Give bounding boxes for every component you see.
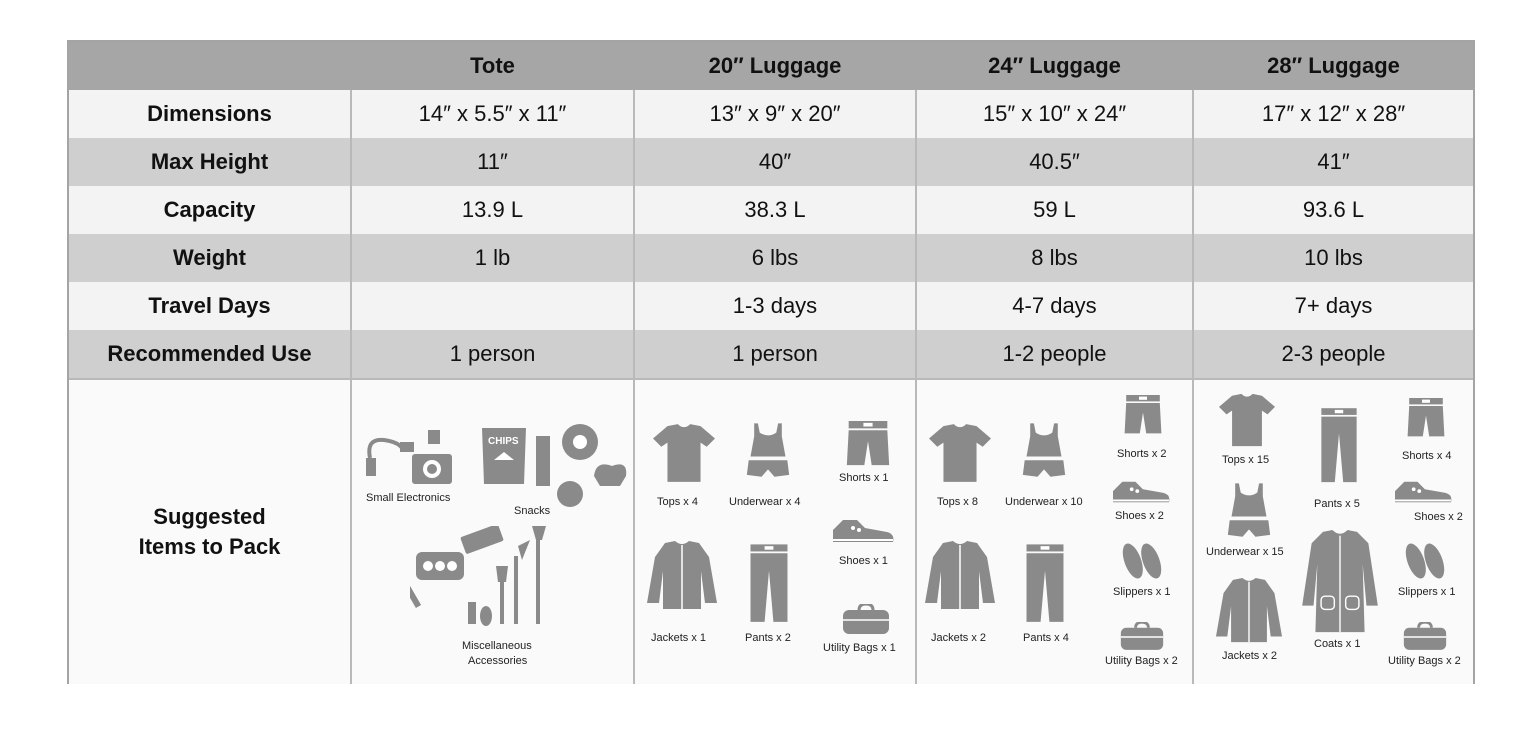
tops-label: Tops x 15: [1222, 454, 1270, 466]
tops-icon: [929, 422, 991, 484]
utility-bag-icon: [841, 604, 891, 636]
suggested-items-label: [69, 380, 350, 684]
shoe-icon: [831, 516, 895, 546]
table-cell: 17″ x 12″ x 28″: [1192, 90, 1473, 138]
table-cell: 13″ x 9″ x 20″: [633, 90, 915, 138]
tops-label: Tops x 4: [657, 496, 698, 508]
header-20-luggage: 20″ Luggage: [633, 42, 915, 90]
table-cell: 4-7 days: [915, 282, 1192, 330]
pants-label: Pants x 4: [1023, 632, 1069, 644]
table-cell: 1 person: [350, 330, 633, 378]
table-cell: 1-3 days: [633, 282, 915, 330]
utility-bag-icon: [1402, 622, 1448, 652]
table-cell: 6 lbs: [633, 234, 915, 282]
tops-icon: [1216, 392, 1278, 448]
header-28-luggage: 28″ Luggage: [1192, 42, 1473, 90]
pants-icon: [1318, 400, 1360, 492]
table-cell: 93.6 L: [1192, 186, 1473, 234]
underwear-label: Underwear x 15: [1206, 546, 1284, 558]
coats-label: Coats x 1: [1314, 638, 1361, 650]
coat-icon: [1300, 530, 1380, 634]
capacity-row: [69, 186, 1473, 234]
table-cell: 11″: [350, 138, 633, 186]
row-label: Recommended Use: [107, 341, 312, 366]
table-cell: [350, 282, 633, 330]
weight-row: [69, 234, 1473, 282]
utility-bags-label: Utility Bags x 2: [1388, 655, 1461, 667]
shorts-label: Shorts x 1: [839, 472, 889, 484]
shoes-label: Shoes x 2: [1414, 511, 1463, 523]
pants-icon: [747, 542, 791, 626]
table-cell: 40.5″: [915, 138, 1192, 186]
header-row: [69, 42, 1473, 90]
tops-label: Tops x 8: [937, 496, 978, 508]
table-cell: 1-2 people: [915, 330, 1192, 378]
row-label: Capacity: [163, 197, 256, 222]
utility-bags-label: Utility Bags x 1: [823, 642, 896, 654]
jackets-label: Jackets x 1: [651, 632, 707, 644]
row-label: Dimensions: [147, 101, 272, 126]
shoes-label: Shoes x 2: [1115, 510, 1164, 522]
row-label: Max Height: [150, 149, 269, 174]
row-label: Travel Days: [148, 293, 271, 318]
table-cell: 13.9 L: [350, 186, 633, 234]
pants-label: Pants x 5: [1314, 498, 1360, 510]
underwear-label: Underwear x 4: [729, 496, 801, 508]
table-cell: 38.3 L: [633, 186, 915, 234]
table-cell: 10 lbs: [1192, 234, 1473, 282]
shorts-icon: [1406, 394, 1446, 442]
shorts-label: Shorts x 2: [1117, 448, 1167, 460]
snacks-icon: [480, 424, 630, 514]
header-corner: [69, 42, 350, 90]
luggage-20-items: [633, 380, 915, 684]
slipper-icon: [1119, 540, 1165, 582]
header-tote: Tote: [350, 42, 633, 90]
slippers-label: Slippers x 1: [1113, 586, 1171, 598]
pants-label: Pants x 2: [745, 632, 791, 644]
recommended-use-row: [69, 330, 1473, 378]
utility-bag-icon: [1119, 622, 1165, 652]
underwear-icon: [1226, 480, 1272, 542]
jacket-icon: [1216, 578, 1282, 644]
shoes-label: Shoes x 1: [839, 555, 888, 567]
chips-text: CHIPS: [488, 436, 519, 447]
misc-label-line2: Accessories: [468, 655, 528, 667]
table-cell: 59 L: [915, 186, 1192, 234]
luggage-comparison-table: [67, 40, 1475, 684]
shoe-icon: [1111, 478, 1171, 506]
table-cell: 41″: [1192, 138, 1473, 186]
shorts-icon: [1123, 394, 1163, 436]
snacks-label: Snacks: [514, 505, 551, 517]
luggage-28-items: [1192, 380, 1473, 684]
suggested-items-row: [69, 378, 1473, 684]
underwear-icon: [1021, 420, 1067, 482]
jackets-label: Jackets x 2: [931, 632, 987, 644]
dimensions-row: [69, 90, 1473, 138]
luggage-24-items: [915, 380, 1192, 684]
table-cell: 15″ x 10″ x 24″: [915, 90, 1192, 138]
travel-days-row: [69, 282, 1473, 330]
header-24-luggage: 24″ Luggage: [915, 42, 1192, 90]
tops-icon: [653, 422, 715, 484]
underwear-icon: [745, 420, 791, 482]
utility-bags-label: Utility Bags x 2: [1105, 655, 1178, 667]
jackets-label: Jackets x 2: [1222, 650, 1278, 662]
shorts-label: Shorts x 4: [1402, 450, 1452, 462]
shoe-icon: [1392, 478, 1454, 506]
pants-icon: [1023, 542, 1067, 626]
table-cell: 14″ x 5.5″ x 11″: [350, 90, 633, 138]
small-electronics-icon: [364, 428, 454, 488]
underwear-label: Underwear x 10: [1005, 496, 1083, 508]
jacket-icon: [925, 540, 995, 612]
table-cell: 7+ days: [1192, 282, 1473, 330]
small-electronics-label: Small Electronics: [366, 492, 451, 504]
table-cell: 1 lb: [350, 234, 633, 282]
accessories-icon: [410, 526, 560, 626]
max-height-row: [69, 138, 1473, 186]
table-cell: 40″: [633, 138, 915, 186]
misc-label-line1: Miscellaneous: [462, 640, 532, 652]
table-cell: 8 lbs: [915, 234, 1192, 282]
slippers-label: Slippers x 1: [1398, 586, 1456, 598]
jacket-icon: [647, 540, 717, 612]
shorts-icon: [845, 420, 891, 468]
suggested-label-line1: Suggested: [153, 504, 266, 529]
suggested-label-line2: Items to Pack: [138, 534, 281, 559]
table-cell: 2-3 people: [1192, 330, 1473, 378]
tote-items: [350, 380, 633, 684]
table-cell: 1 person: [633, 330, 915, 378]
slipper-icon: [1402, 540, 1448, 582]
row-label: Weight: [173, 245, 246, 270]
